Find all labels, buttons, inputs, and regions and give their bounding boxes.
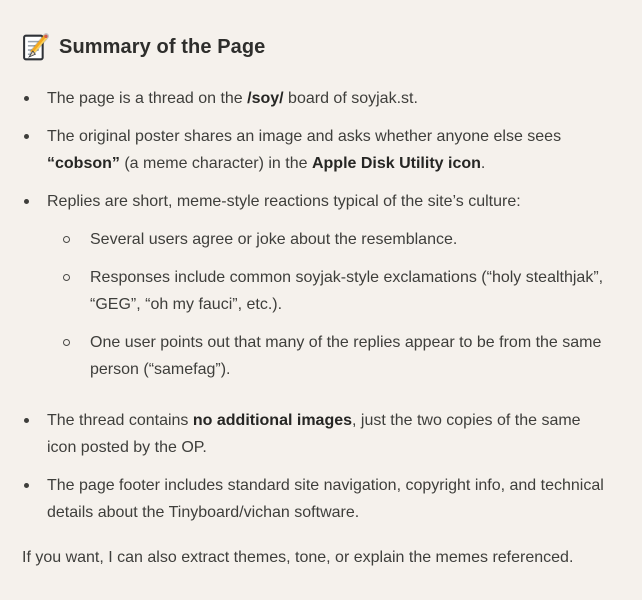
closing-text: If you want, I can also extract themes, tone, or explain the memes referenced.	[22, 549, 574, 566]
text-segment: Several users agree or joke about the resemblance.	[90, 231, 458, 248]
list-item	[22, 329, 604, 383]
text-segment: One user points out that many of the replies appear to be from the same person (“samefag”).	[90, 334, 602, 378]
list-item	[22, 264, 604, 318]
text-segment: The original poster shares an image and asks whether anyone else sees	[47, 128, 562, 145]
bold-text-segment: Apple Disk Utility icon	[311, 155, 481, 172]
summary-list	[22, 85, 604, 526]
text-segment: .	[480, 155, 486, 172]
text-segment: The page is a thread on the	[47, 90, 248, 107]
bold-text-segment: “cobson”	[47, 155, 120, 172]
text-segment: The page footer includes standard site navigation, copyright info, and technical details about the Tinyboard/vichan software.	[47, 477, 604, 521]
summary-header	[22, 33, 620, 62]
memo-icon	[22, 33, 49, 62]
list-item	[22, 188, 604, 215]
list-item	[22, 407, 604, 461]
bold-text-segment: no additional images	[192, 412, 353, 429]
page-title: Summary of the Page	[59, 36, 266, 58]
text-segment: Replies are short, meme-style reactions typical of the site’s culture:	[47, 193, 521, 210]
text-segment: The thread contains	[47, 412, 193, 429]
list-item	[22, 226, 604, 253]
bold-text-segment: /soy/	[247, 90, 284, 107]
text-segment: , just the two copies of the same icon posted by the OP.	[47, 412, 581, 456]
list-item	[22, 123, 604, 177]
list-item	[22, 85, 604, 112]
text-segment: Responses include common soyjak-style exclamations (“holy stealthjak”, “GEG”, “oh my fauci”, etc.).	[90, 269, 604, 313]
list-item	[22, 472, 604, 526]
text-segment: (a meme character) in the	[119, 155, 312, 172]
text-segment: board of soyjak.st.	[283, 90, 418, 107]
